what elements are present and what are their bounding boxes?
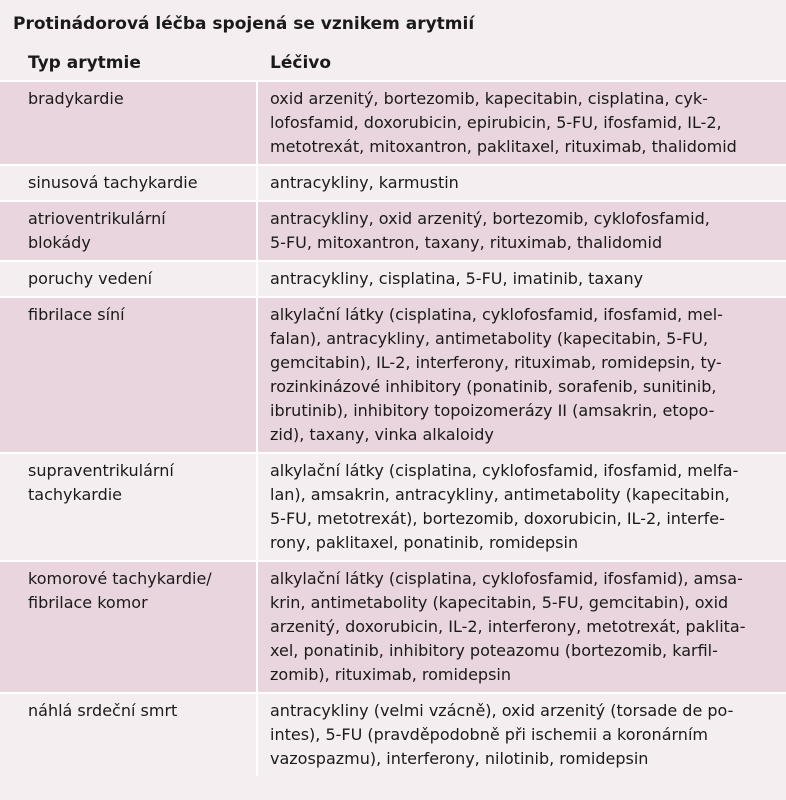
- drug-list-line: alkylační látky (cisplatina, cyklofosfamid, ifosfamid), amsa-: [270, 569, 743, 588]
- arrhythmia-type-line: blokády: [28, 233, 91, 252]
- cell-arrhythmia-type: [0, 562, 258, 692]
- table-title: Protinádorová léčba spojená se vznikem arytmií: [13, 14, 475, 34]
- cell-arrhythmia-type: [0, 82, 258, 164]
- column-header-drug: Léčivo: [270, 53, 332, 73]
- arrhythmia-type-line: fibrilace komor: [28, 593, 148, 612]
- arrhythmia-type-line: fibrilace síní: [28, 305, 125, 324]
- arrhythmia-type-line: poruchy vedení: [28, 269, 153, 288]
- table-row: [0, 296, 786, 452]
- drug-list-line: 5-FU, metotrexát), bortezomib, doxorubicin, IL-2, interfe-: [270, 509, 725, 528]
- cell-drug-list: [258, 298, 786, 452]
- arrhythmia-type-line: atrioventrikulární: [28, 209, 166, 228]
- arrhythmia-type-line: komorové tachykardie/: [28, 569, 212, 588]
- column-header-type: Typ arytmie: [28, 53, 141, 73]
- drug-list-line: antracykliny, cisplatina, 5-FU, imatinib, taxany: [270, 269, 644, 288]
- cell-arrhythmia-type: [0, 454, 258, 560]
- drug-list-line: antracykliny (velmi vzácně), oxid arzenitý (torsade de po-: [270, 701, 734, 720]
- drug-list-line: 5-FU, mitoxantron, taxany, rituximab, thalidomid: [270, 233, 663, 252]
- drug-list-line: zid), taxany, vinka alkaloidy: [270, 425, 494, 444]
- drug-list-line: gemcitabin), IL-2, interferony, rituximab, romidepsin, ty-: [270, 353, 722, 372]
- table-header: [0, 46, 786, 80]
- table-row: [0, 560, 786, 692]
- drug-list-line: rony, paklitaxel, ponatinib, romidepsin: [270, 533, 579, 552]
- cell-drug-list: [258, 82, 786, 164]
- table-row: [0, 260, 786, 296]
- arrhythmia-type-line: bradykardie: [28, 89, 124, 108]
- drug-list-line: antracykliny, karmustin: [270, 173, 459, 192]
- drug-list-line: arzenitý, doxorubicin, IL-2, interferony, metotrexát, paklita-: [270, 617, 746, 636]
- arrhythmia-type-line: tachykardie: [28, 485, 123, 504]
- drug-list-line: alkylační látky (cisplatina, cyklofosfamid, ifosfamid, mel-: [270, 305, 723, 324]
- drug-list-line: metotrexát, mitoxantron, paklitaxel, rituximab, thalidomid: [270, 137, 737, 156]
- cell-arrhythmia-type: [0, 166, 258, 200]
- arrhythmia-type-line: sinusová tachykardie: [28, 173, 198, 192]
- table-row: [0, 452, 786, 560]
- cell-arrhythmia-type: [0, 262, 258, 296]
- drug-list-line: lan), amsakrin, antracykliny, antimetabolity (kapecitabin,: [270, 485, 730, 504]
- drug-list-line: falan), antracykliny, antimetabolity (kapecitabin, 5-FU,: [270, 329, 709, 348]
- table-row: [0, 692, 786, 776]
- table-body: [0, 80, 786, 776]
- cell-drug-list: [258, 262, 786, 296]
- drug-list-line: oxid arzenitý, bortezomib, kapecitabin, cisplatina, cyk-: [270, 89, 708, 108]
- table-row: [0, 164, 786, 200]
- drug-list-line: vazospazmu), interferony, nilotinib, romidepsin: [270, 749, 649, 768]
- drug-list-line: rozinkinázové inhibitory (ponatinib, sorafenib, sunitinib,: [270, 377, 717, 396]
- cell-arrhythmia-type: [0, 202, 258, 260]
- cell-drug-list: [258, 202, 786, 260]
- cell-drug-list: [258, 454, 786, 560]
- drug-list-line: lofosfamid, doxorubicin, epirubicin, 5-FU, ifosfamid, IL-2,: [270, 113, 722, 132]
- drug-list-line: intes), 5-FU (pravděpodobně při ischemii a koronárním: [270, 725, 708, 744]
- arrhythmia-type-line: supraventrikulární: [28, 461, 174, 480]
- cell-drug-list: [258, 166, 786, 200]
- cell-drug-list: [258, 694, 786, 776]
- table-row: [0, 200, 786, 260]
- drug-list-line: xel, ponatinib, inhibitory poteazomu (bortezomib, karfil-: [270, 641, 718, 660]
- drug-list-line: krin, antimetabolity (kapecitabin, 5-FU, gemcitabin), oxid: [270, 593, 729, 612]
- arrhythmia-type-line: náhlá srdeční smrt: [28, 701, 178, 720]
- table-row: [0, 80, 786, 164]
- cell-arrhythmia-type: [0, 694, 258, 776]
- cell-arrhythmia-type: [0, 298, 258, 452]
- drug-list-line: antracykliny, oxid arzenitý, bortezomib, cyklofosfamid,: [270, 209, 710, 228]
- drug-list-line: ibrutinib), inhibitory topoizomerázy II (amsakrin, etopo-: [270, 401, 715, 420]
- drug-list-line: alkylační látky (cisplatina, cyklofosfamid, ifosfamid, melfa-: [270, 461, 739, 480]
- drug-list-line: zomib), rituximab, romidepsin: [270, 665, 511, 684]
- cell-drug-list: [258, 562, 786, 692]
